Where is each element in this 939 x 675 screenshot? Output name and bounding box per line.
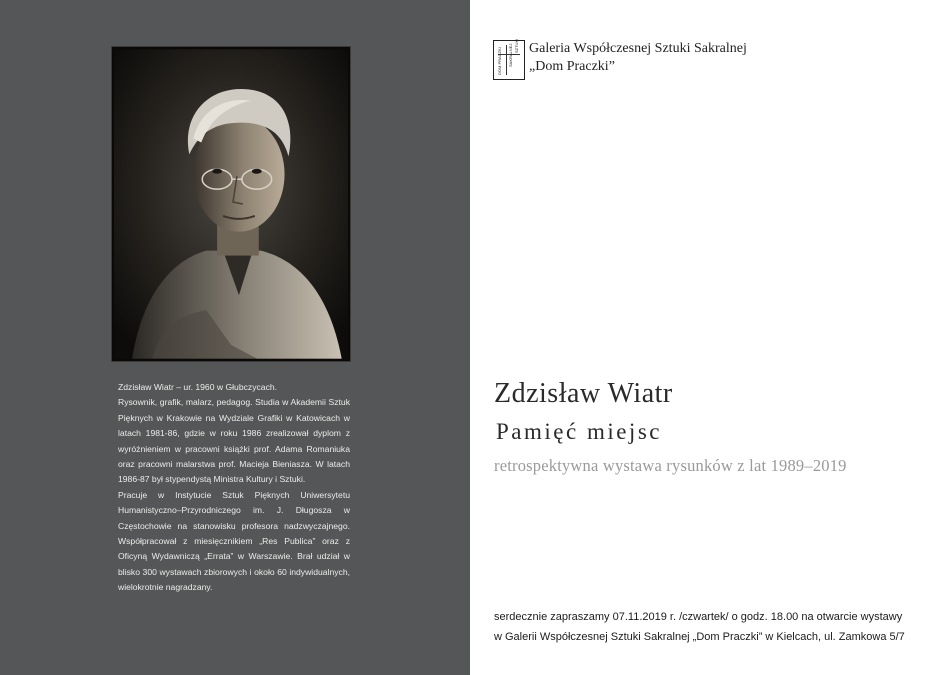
gallery-name	[529, 40, 747, 76]
exhibition-title: Pamięć miejsc	[496, 419, 662, 444]
portrait-illustration	[112, 47, 350, 361]
gallery-name-line2: „Dom Praczki”	[529, 59, 615, 74]
gallery-name-line1: Galeria Współczesnej Sztuki Sakralnej	[529, 41, 747, 56]
invitation-text	[494, 607, 905, 647]
bio-paragraph: Pracuje w Instytucie Sztuk Pięknych Uniwersytetu Humanistyczno–Przyrodniczego im. J. Długosza w Częstochowie na stanowisku profesora nadzwyczajnego. Współpracował z miesięcznikiem „Res Publica” oraz z Oficyną Wydawniczą „Errata” w Warszawie. Brał udział w blisko 300 wystawach zbiorowych i około 60 indywidualnych, wielokrotnie nagradzany.	[118, 489, 350, 593]
invitation-line2: w Galerii Współczesnej Sztuki Sakralnej „Dom Praczki” w Kielcach, ul. Zamkowa 5/7	[494, 631, 905, 643]
logo-text: SZTUKI	[514, 38, 519, 53]
bio-paragraph: Rysownik, grafik, malarz, pedagog. Studia w Akademii Sztuk Pięknych w Krakowie na Wydziale Grafiki w Katowicach w latach 1981-86, gdzie w roku 1986 zrealizował dyplom z wyróżnieniem w pracowni książki prof. Adama Romaniuka oraz pracowni malarstwa prof. Macieja Bieniasza. W latach 1986-87 był stypendystą Ministra Kultury i Sztuki.	[118, 397, 350, 485]
exhibition-subtitle: retrospektywna wystawa rysunków z lat 1989–2019	[494, 456, 847, 475]
logo-text: SAKRALNEJ	[508, 43, 513, 67]
artist-name: Zdzisław Wiatr	[494, 378, 673, 409]
logo-text: DOM PRACZKI	[497, 47, 502, 75]
bio-paragraph: Zdzisław Wiatr – ur. 1960 w Głubczycach.	[118, 382, 278, 392]
artist-portrait-photo	[111, 46, 351, 362]
gallery-logo-mark	[493, 40, 525, 80]
right-panel	[470, 0, 939, 675]
invitation-line1: serdecznie zapraszamy 07.11.2019 r. /czwartek/ o godz. 18.00 na otwarcie wystawy	[494, 611, 903, 623]
artist-biography	[118, 380, 350, 596]
